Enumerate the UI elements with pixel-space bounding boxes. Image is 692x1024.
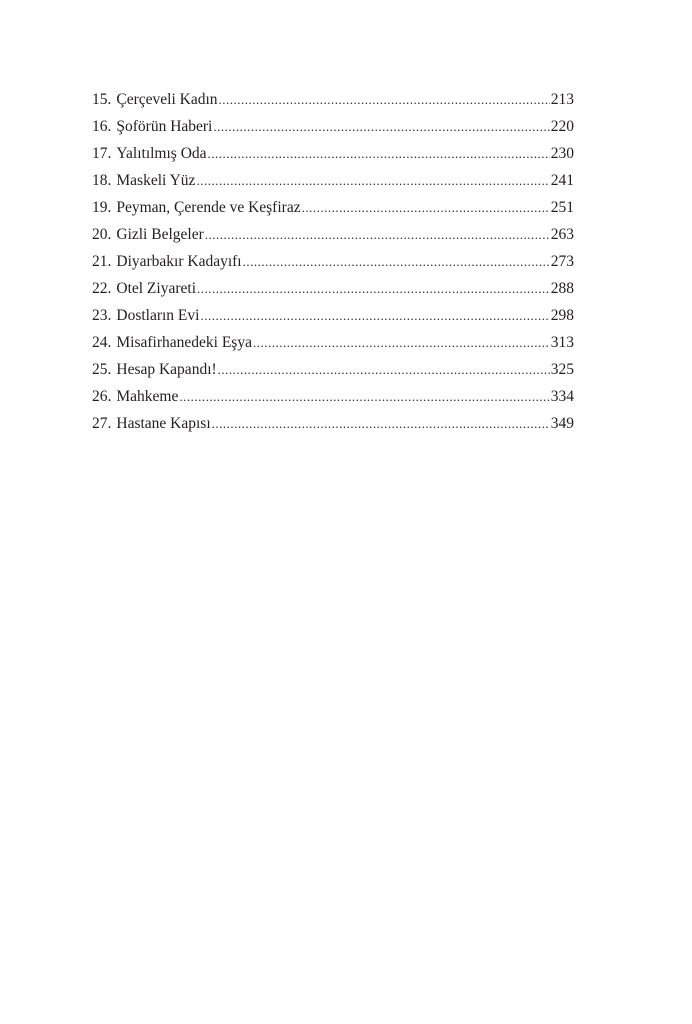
toc-entry-title: Hesap Kapandı! [116,361,217,378]
toc-entry-page: 251 [550,199,574,216]
toc-entry-page: 325 [550,361,574,378]
toc-entry-page: 349 [550,415,574,432]
toc-entry-number: 20. [92,226,112,243]
toc-entry-title: Çerçeveli Kadın [116,91,218,108]
toc-entry-number: 17. [92,145,112,162]
toc-entry[interactable] [92,170,574,197]
toc-entry-number: 26. [92,388,112,405]
toc-entry-title: Gizli Belgeler [116,226,204,243]
dot-leader [197,278,550,299]
toc-entry-page: 220 [550,118,574,135]
toc-entry[interactable] [92,89,574,116]
toc-entry-title: Maskeli Yüz [116,172,196,189]
toc-entry-number: 25. [92,361,112,378]
toc-entry-page: 298 [550,307,574,324]
toc-entry[interactable] [92,278,574,305]
toc-entry[interactable] [92,305,574,332]
toc-entry[interactable] [92,251,574,278]
toc-entry[interactable] [92,224,574,251]
toc-entry-page: 273 [550,253,574,270]
toc-entry-title: Hastane Kapısı [116,415,211,432]
toc-entry-title: Yalıtılmış Oda [116,145,207,162]
toc-entry[interactable] [92,413,574,440]
toc-entry-number: 16. [92,118,112,135]
toc-entry-number: 24. [92,334,112,351]
toc-entry[interactable] [92,116,574,143]
toc-entry-page: 263 [550,226,574,243]
dot-leader [205,224,550,245]
dot-leader [302,197,550,218]
dot-leader [213,116,549,137]
toc-entry[interactable] [92,359,574,386]
toc-entry-page: 288 [550,280,574,297]
toc-entry-number: 23. [92,307,112,324]
toc-entry-number: 21. [92,253,112,270]
dot-leader [253,332,550,353]
toc-entry-title: Şoförün Haberi [116,118,213,135]
toc-entry-title: Dostların Evi [116,307,200,324]
toc-entry-page: 213 [550,91,574,108]
toc-entry-title: Mahkeme [116,388,179,405]
dot-leader [243,251,550,272]
table-of-contents [92,89,574,440]
toc-entry-title: Peyman, Çerende ve Keşfiraz [116,199,301,216]
dot-leader [179,386,549,407]
toc-entry-number: 15. [92,91,112,108]
dot-leader [218,359,550,380]
toc-entry-title: Misafirhanedeki Eşya [116,334,252,351]
toc-entry[interactable] [92,332,574,359]
toc-entry-title: Otel Ziyareti [116,280,196,297]
toc-entry-number: 27. [92,415,112,432]
dot-leader [219,89,550,110]
dot-leader [200,305,549,326]
toc-entry[interactable] [92,197,574,224]
toc-entry[interactable] [92,143,574,170]
dot-leader [196,170,549,191]
toc-entry-page: 230 [550,145,574,162]
toc-entry-page: 334 [550,388,574,405]
toc-entry-page: 241 [550,172,574,189]
dot-leader [208,143,550,164]
toc-entry-title: Diyarbakır Kadayıfı [116,253,242,270]
dot-leader [212,413,550,434]
toc-entry-page: 313 [550,334,574,351]
toc-entry-number: 18. [92,172,112,189]
toc-entry-number: 19. [92,199,112,216]
toc-entry[interactable] [92,386,574,413]
toc-entry-number: 22. [92,280,112,297]
